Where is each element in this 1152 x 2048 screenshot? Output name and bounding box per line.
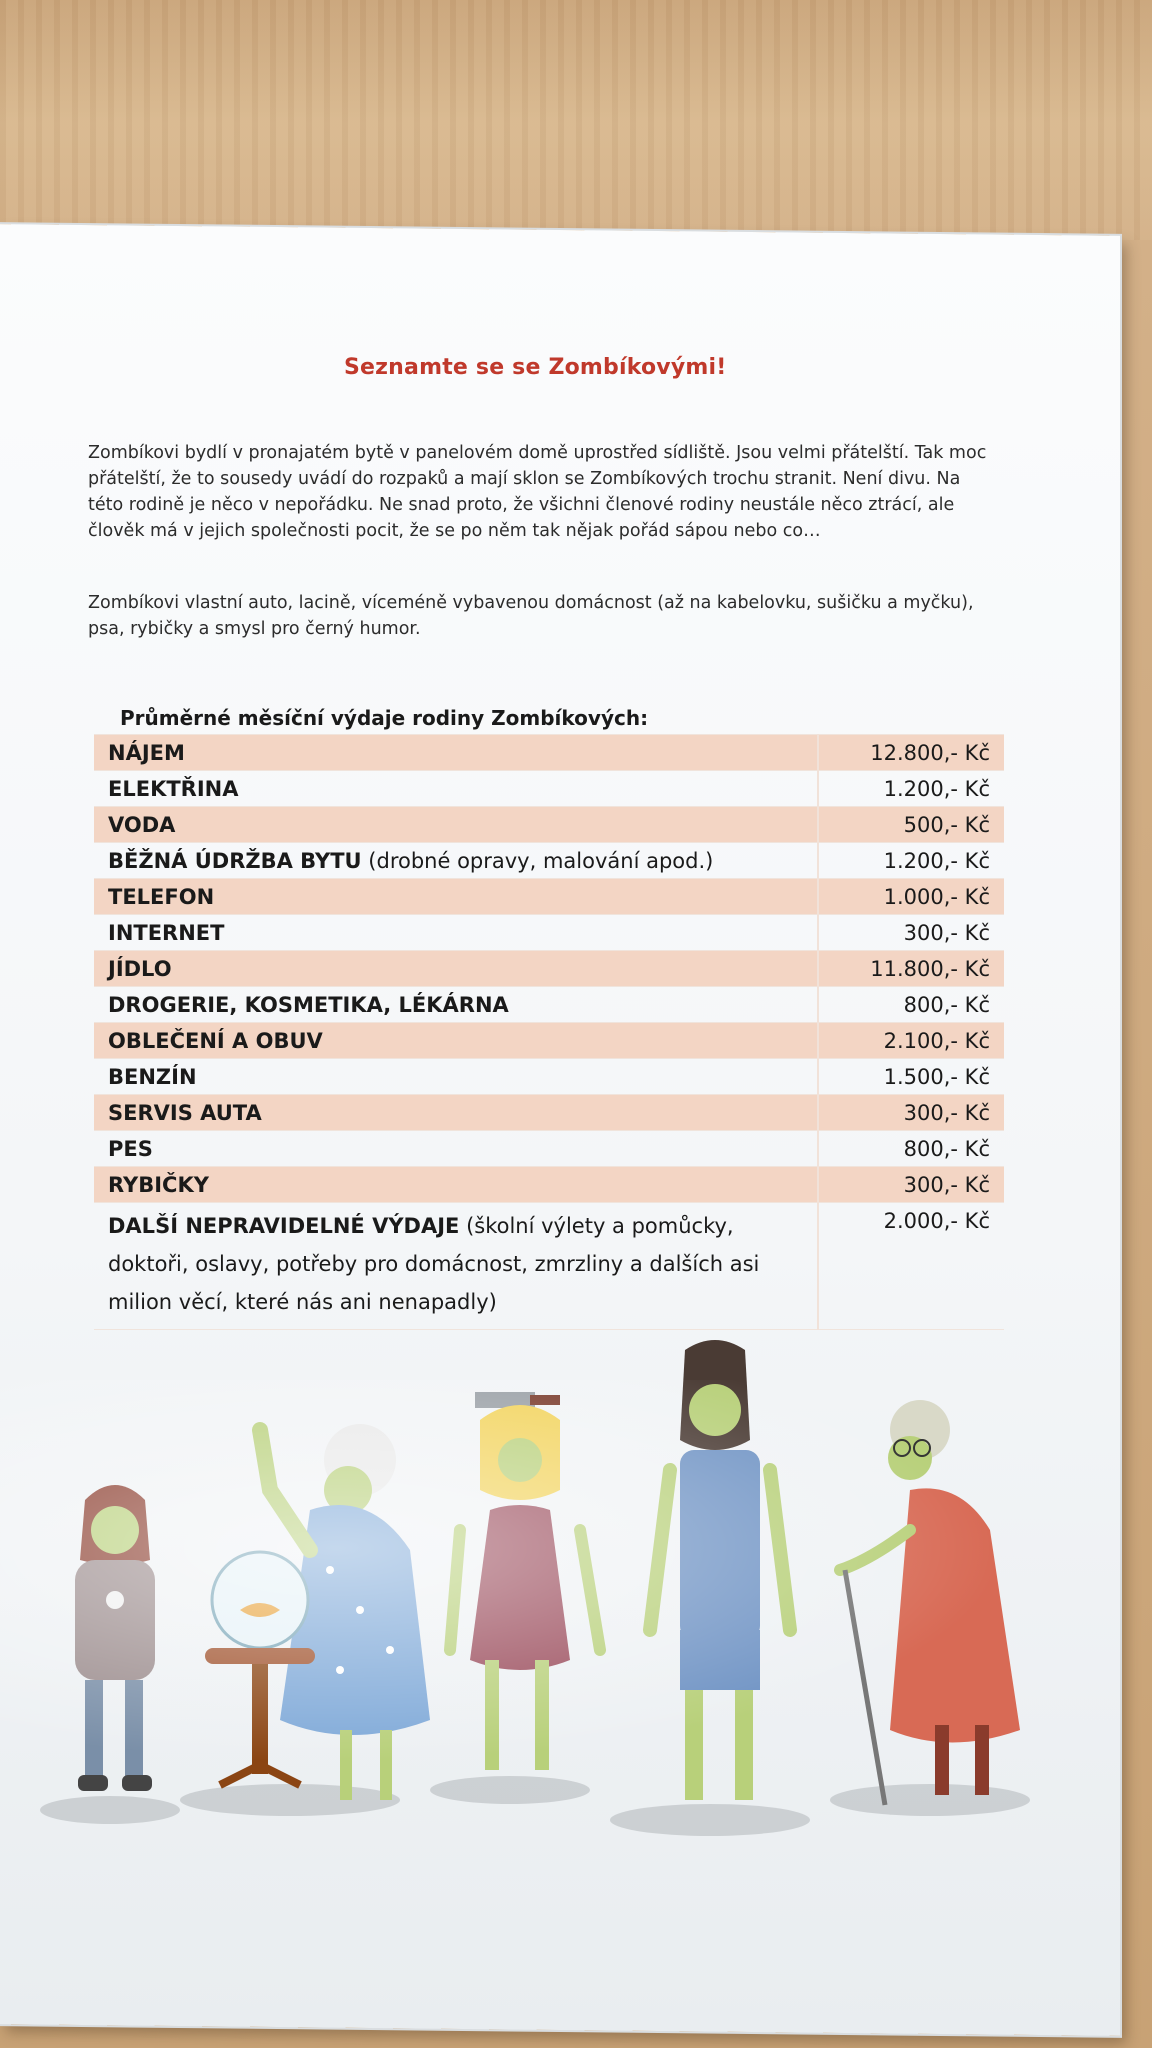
expense-label: BĚŽNÁ ÚDRŽBA BYTU xyxy=(108,848,362,873)
expense-row xyxy=(94,879,1004,915)
expense-label-cell xyxy=(94,771,818,807)
expense-amount: 800,- Kč xyxy=(818,987,1004,1023)
expense-label: NÁJEM xyxy=(108,740,185,765)
expenses-table xyxy=(94,700,1004,1330)
expense-label: PES xyxy=(108,1136,153,1161)
expense-amount: 12.800,- Kč xyxy=(818,735,1004,771)
expense-label: RYBIČKY xyxy=(108,1172,209,1197)
expense-amount: 1.500,- Kč xyxy=(818,1059,1004,1095)
expense-amount: 11.800,- Kč xyxy=(818,951,1004,987)
expense-amount: 300,- Kč xyxy=(818,1095,1004,1131)
expense-label: SERVIS AUTA xyxy=(108,1100,262,1125)
expense-label-cell xyxy=(94,1131,818,1167)
expense-label-cell xyxy=(94,1167,818,1203)
expense-label-cell xyxy=(94,735,818,771)
expense-label-cell xyxy=(94,807,818,843)
expense-label-cell xyxy=(94,1059,818,1095)
expense-label: VODA xyxy=(108,812,176,837)
expense-label-cell xyxy=(94,879,818,915)
expense-label: ELEKTŘINA xyxy=(108,776,239,801)
expense-label-cell xyxy=(94,951,818,987)
expenses-heading: Průměrné měsíční výdaje rodiny Zombíkových: xyxy=(94,700,1004,735)
expense-label: TELEFON xyxy=(108,884,215,909)
expense-amount: 1.200,- Kč xyxy=(818,843,1004,879)
expense-label: DROGERIE, KOSMETIKA, LÉKÁRNA xyxy=(108,992,509,1017)
expense-label-cell xyxy=(94,1203,818,1330)
expense-row xyxy=(94,771,1004,807)
expense-label: BENZÍN xyxy=(108,1064,197,1089)
expense-label-cell xyxy=(94,915,818,951)
expense-row xyxy=(94,1167,1004,1203)
expense-row xyxy=(94,843,1004,879)
expense-label-cell xyxy=(94,843,818,879)
expense-row xyxy=(94,1095,1004,1131)
expense-row xyxy=(94,1023,1004,1059)
light-glare xyxy=(0,1380,1120,1800)
expense-amount: 1.000,- Kč xyxy=(818,879,1004,915)
expense-row xyxy=(94,915,1004,951)
expense-note: (drobné opravy, malování apod.) xyxy=(361,848,714,873)
expense-row xyxy=(94,987,1004,1023)
expense-row xyxy=(94,1131,1004,1167)
expense-amount: 500,- Kč xyxy=(818,807,1004,843)
expense-amount: 1.200,- Kč xyxy=(818,771,1004,807)
expense-amount: 300,- Kč xyxy=(818,915,1004,951)
expense-label: INTERNET xyxy=(108,920,225,945)
wooden-table-background xyxy=(0,0,1152,240)
expense-note: (školní výlety a pomůcky, doktoři, oslavy, potřeby pro domácnost, zmrzliny a dalších asi milion věcí, které nás ani nenapadly) xyxy=(108,1214,760,1314)
expense-label: OBLEČENÍ A OBUV xyxy=(108,1028,323,1053)
expense-row xyxy=(94,1203,1004,1330)
expense-row xyxy=(94,735,1004,771)
expense-amount: 2.000,- Kč xyxy=(818,1203,1004,1330)
expense-amount: 800,- Kč xyxy=(818,1131,1004,1167)
expense-row xyxy=(94,807,1004,843)
intro-paragraph-2: Zombíkovi vlastní auto, lacině, víceméně vybavenou domácnost (až na kabelovku, sušičku a myčku), psa, rybičky a smysl pro černý humor. xyxy=(88,593,974,639)
expense-label: DALŠÍ NEPRAVIDELNÉ VÝDAJE xyxy=(108,1214,460,1238)
intro-paragraph-1: Zombíkovi bydlí v pronajatém bytě v panelovém domě uprostřed sídliště. Jsou velmi přátelští. Tak moc přátelští, že to sousedy uvádí do rozpaků a mají sklon se Zombíkových trochu stranit. Není divu. Na této rodině je něco v nepořádku. Ne snad proto, že všichni členové rodiny neustále něco ztrácí, ale člověk má v jejich společnosti pocit, že se po něm tak nějak pořád sápou nebo co… xyxy=(88,443,987,541)
page-title: Seznamte se se Zombíkovými! xyxy=(344,355,727,380)
expense-label: JÍDLO xyxy=(108,956,172,981)
expense-row xyxy=(94,951,1004,987)
expense-amount: 300,- Kč xyxy=(818,1167,1004,1203)
expenses-heading-row xyxy=(94,700,1004,735)
expense-row xyxy=(94,1059,1004,1095)
expense-label-cell xyxy=(94,1095,818,1131)
expense-amount: 2.100,- Kč xyxy=(818,1023,1004,1059)
expense-label-cell xyxy=(94,987,818,1023)
expense-label-cell xyxy=(94,1023,818,1059)
